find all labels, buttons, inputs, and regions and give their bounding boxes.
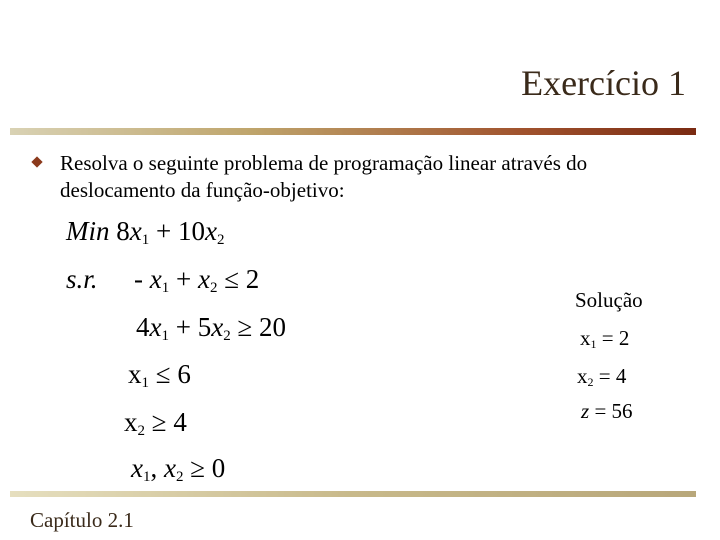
- constraint-5: $x_1$, $x_2 \ge 0$: [131, 453, 226, 485]
- solution-heading: Solução: [575, 288, 643, 312]
- solution-x1: $x_1 = 2$: [580, 326, 630, 351]
- constraint-2: $4x_1 + 5x_2 \ge 20$: [136, 312, 287, 344]
- st-label: s.r.: [66, 264, 98, 294]
- bullet-icon: [31, 156, 42, 167]
- footer-chapter: Capítulo 2.1: [30, 508, 134, 532]
- solution-z: z = 56: [581, 399, 633, 423]
- objective-coef-1: 8: [116, 216, 130, 246]
- objective-coef-2: + 10: [155, 216, 205, 246]
- solution-x2: $x_2 = 4$: [577, 364, 627, 389]
- title-divider: [10, 128, 696, 135]
- constraint-1: - $x_1 + x_2 \le 2$: [134, 264, 260, 296]
- bullet-text: Resolva o seguinte problema de programação linear através do deslocamento da função-objetivo:: [60, 151, 588, 202]
- constraint-4: $x_2 \ge 4$: [124, 407, 187, 439]
- constraint-3: $x_1 \le 6$: [128, 359, 191, 391]
- objective-label: Min: [66, 216, 110, 246]
- objective-function: Min $8x_1 + 10x_2$: [66, 216, 225, 248]
- footer-divider: [10, 491, 696, 497]
- slide-title: Exercício 1: [521, 63, 686, 103]
